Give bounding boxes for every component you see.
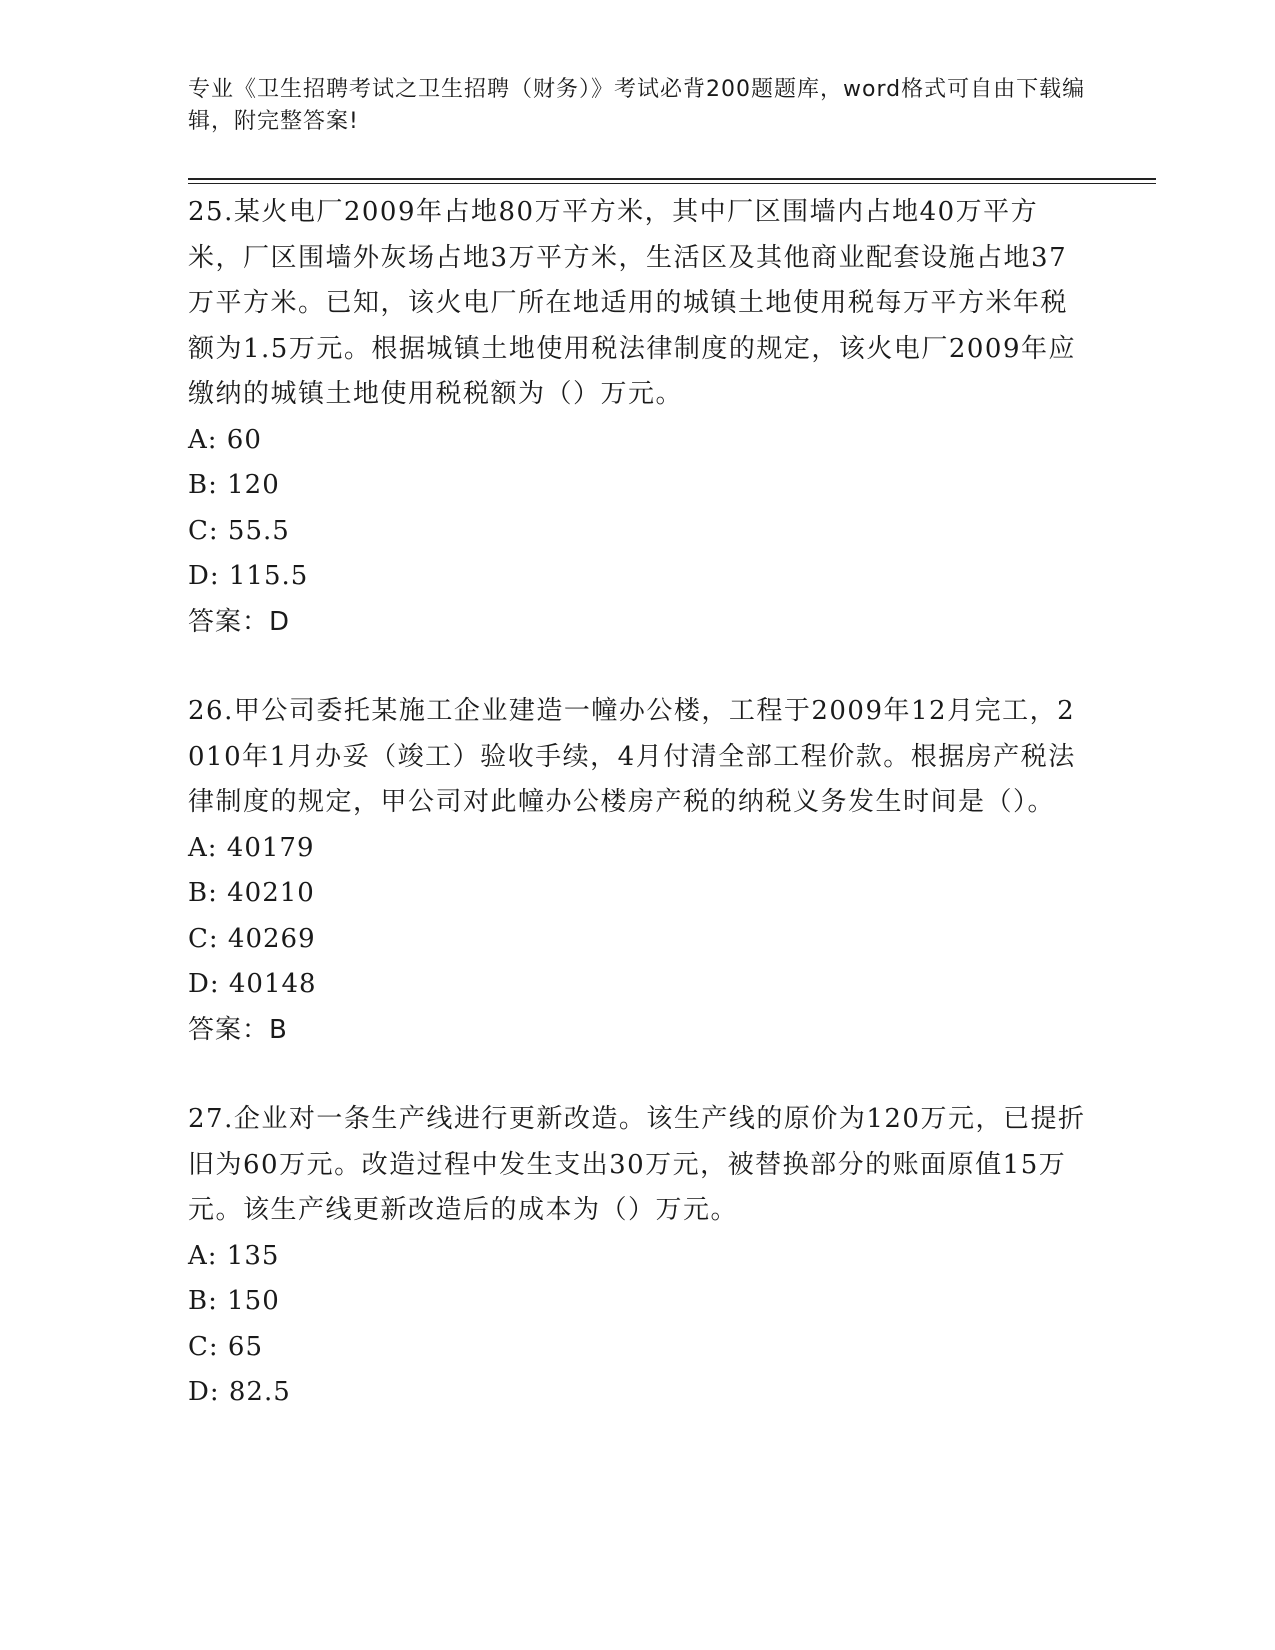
- header-rule-thin: [188, 183, 1156, 184]
- option-c: C: 65: [188, 1331, 264, 1362]
- option-b: B: 40210: [188, 878, 315, 908]
- option-b: B: 120: [188, 470, 280, 500]
- document-header: 专业《卫生招聘考试之卫生招聘（财务）》考试必背200题题库，word格式可自由下载编辑，附完整答案!: [188, 77, 1086, 134]
- option-a: A: 135: [188, 1240, 280, 1271]
- answer: 答案：B: [188, 1014, 288, 1045]
- question-27: [188, 1097, 1088, 1416]
- question-text: 27.企业对一条生产线进行更新改造。该生产线的原价为120万元，已提折旧为60万元。改造过程中发生支出30万元，被替换部分的账面原值15万元。该生产线更新改造后的成本为（）万元。: [188, 1104, 1086, 1225]
- question-25: [188, 190, 1088, 645]
- option-b: B: 150: [188, 1286, 280, 1316]
- option-d: D: 115.5: [188, 561, 309, 591]
- option-d: D: 40148: [188, 969, 317, 999]
- option-c: C: 55.5: [188, 515, 290, 546]
- question-text: 25.某火电厂2009年占地80万平方米，其中厂区围墙内占地40万平方米，厂区围墙外灰场占地3万平方米，生活区及其他商业配套设施占地37万平方米。已知，该火电厂所在地适用的城镇土地使用税每万平方米年税额为1.5万元。根据城镇土地使用税法律制度的规定，该火电厂2009年应缴纳的城镇土地使用税税额为（）万元。: [188, 197, 1077, 409]
- header-rule-thick: [188, 178, 1156, 180]
- answer: 答案：D: [188, 606, 291, 637]
- option-c: C: 40269: [188, 923, 316, 954]
- option-a: A: 60: [188, 424, 262, 455]
- question-text: 26.甲公司委托某施工企业建造一幢办公楼，工程于2009年12月完工，2010年1月办妥（竣工）验收手续，4月付清全部工程价款。根据房产税法律制度的规定，甲公司对此幢办公楼房产税的纳税义务发生时间是（）。: [188, 696, 1076, 817]
- option-a: A: 40179: [188, 832, 315, 863]
- option-d: D: 82.5: [188, 1377, 291, 1407]
- question-26: [188, 689, 1088, 1053]
- question-list: [188, 190, 1088, 1416]
